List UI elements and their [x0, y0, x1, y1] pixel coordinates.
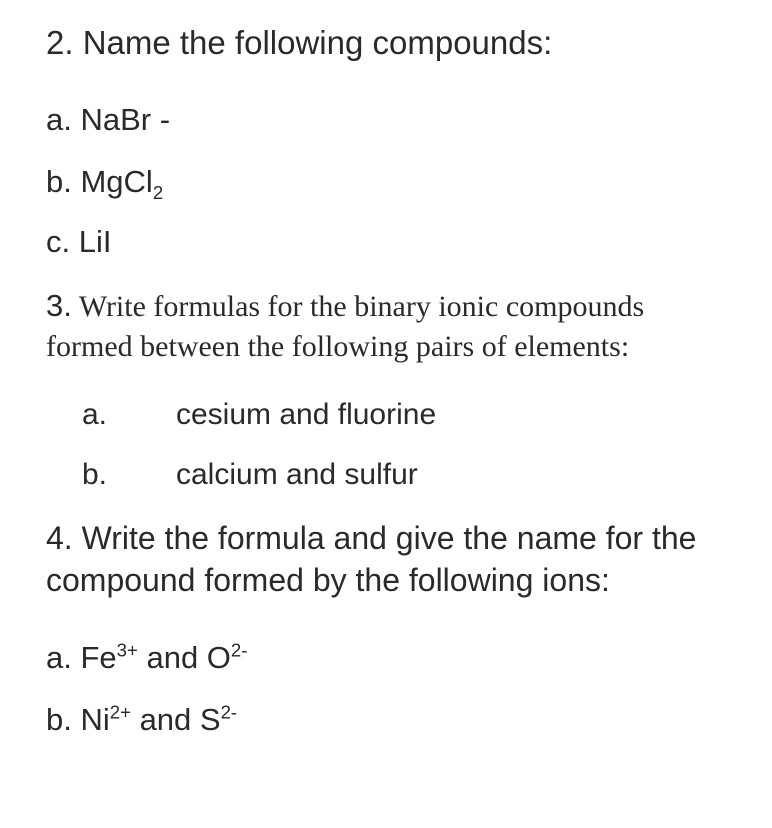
- q2-item-c: c. LiI: [46, 224, 112, 259]
- q3-text: Write formulas for the binary ionic compounds formed between the following pairs of elements:: [46, 290, 645, 363]
- q4-item-b-charge2: 2-: [220, 701, 238, 723]
- q3-item-b-label: b.: [82, 458, 108, 491]
- q4-item-a: [46, 639, 248, 675]
- q2-item-b: [46, 164, 164, 204]
- q4-heading: 4. Write the formula and give the name for the compound formed by the following ions:: [46, 520, 697, 598]
- q2-item-b-subscript: 2: [152, 182, 164, 204]
- q4-item-b-prefix: b. Ni: [46, 702, 110, 737]
- q4-item-a-prefix: a. Fe: [46, 640, 117, 675]
- q4-item-b-middle: and S: [130, 702, 221, 737]
- q2-heading: 2. Name the following compounds:: [46, 24, 553, 61]
- q2-item-b-label: b.: [46, 164, 81, 199]
- q4-item-a-charge1: 3+: [116, 639, 138, 661]
- q3-item-b-text: calcium and sulfur: [176, 458, 418, 491]
- q3-item-a-text: cesium and fluorine: [176, 398, 437, 431]
- q4-item-a-charge2: 2-: [230, 639, 248, 661]
- q3-number: 3.: [46, 288, 72, 323]
- q4-item-b: [46, 701, 238, 737]
- q2-item-b-formula: MgCl: [80, 164, 153, 199]
- q3-heading: [46, 286, 686, 367]
- q2-item-a: a. NaBr -: [46, 102, 171, 137]
- q4-item-a-middle: and O: [137, 640, 231, 675]
- q4-item-b-charge1: 2+: [109, 701, 131, 723]
- q3-item-a-label: a.: [82, 398, 108, 431]
